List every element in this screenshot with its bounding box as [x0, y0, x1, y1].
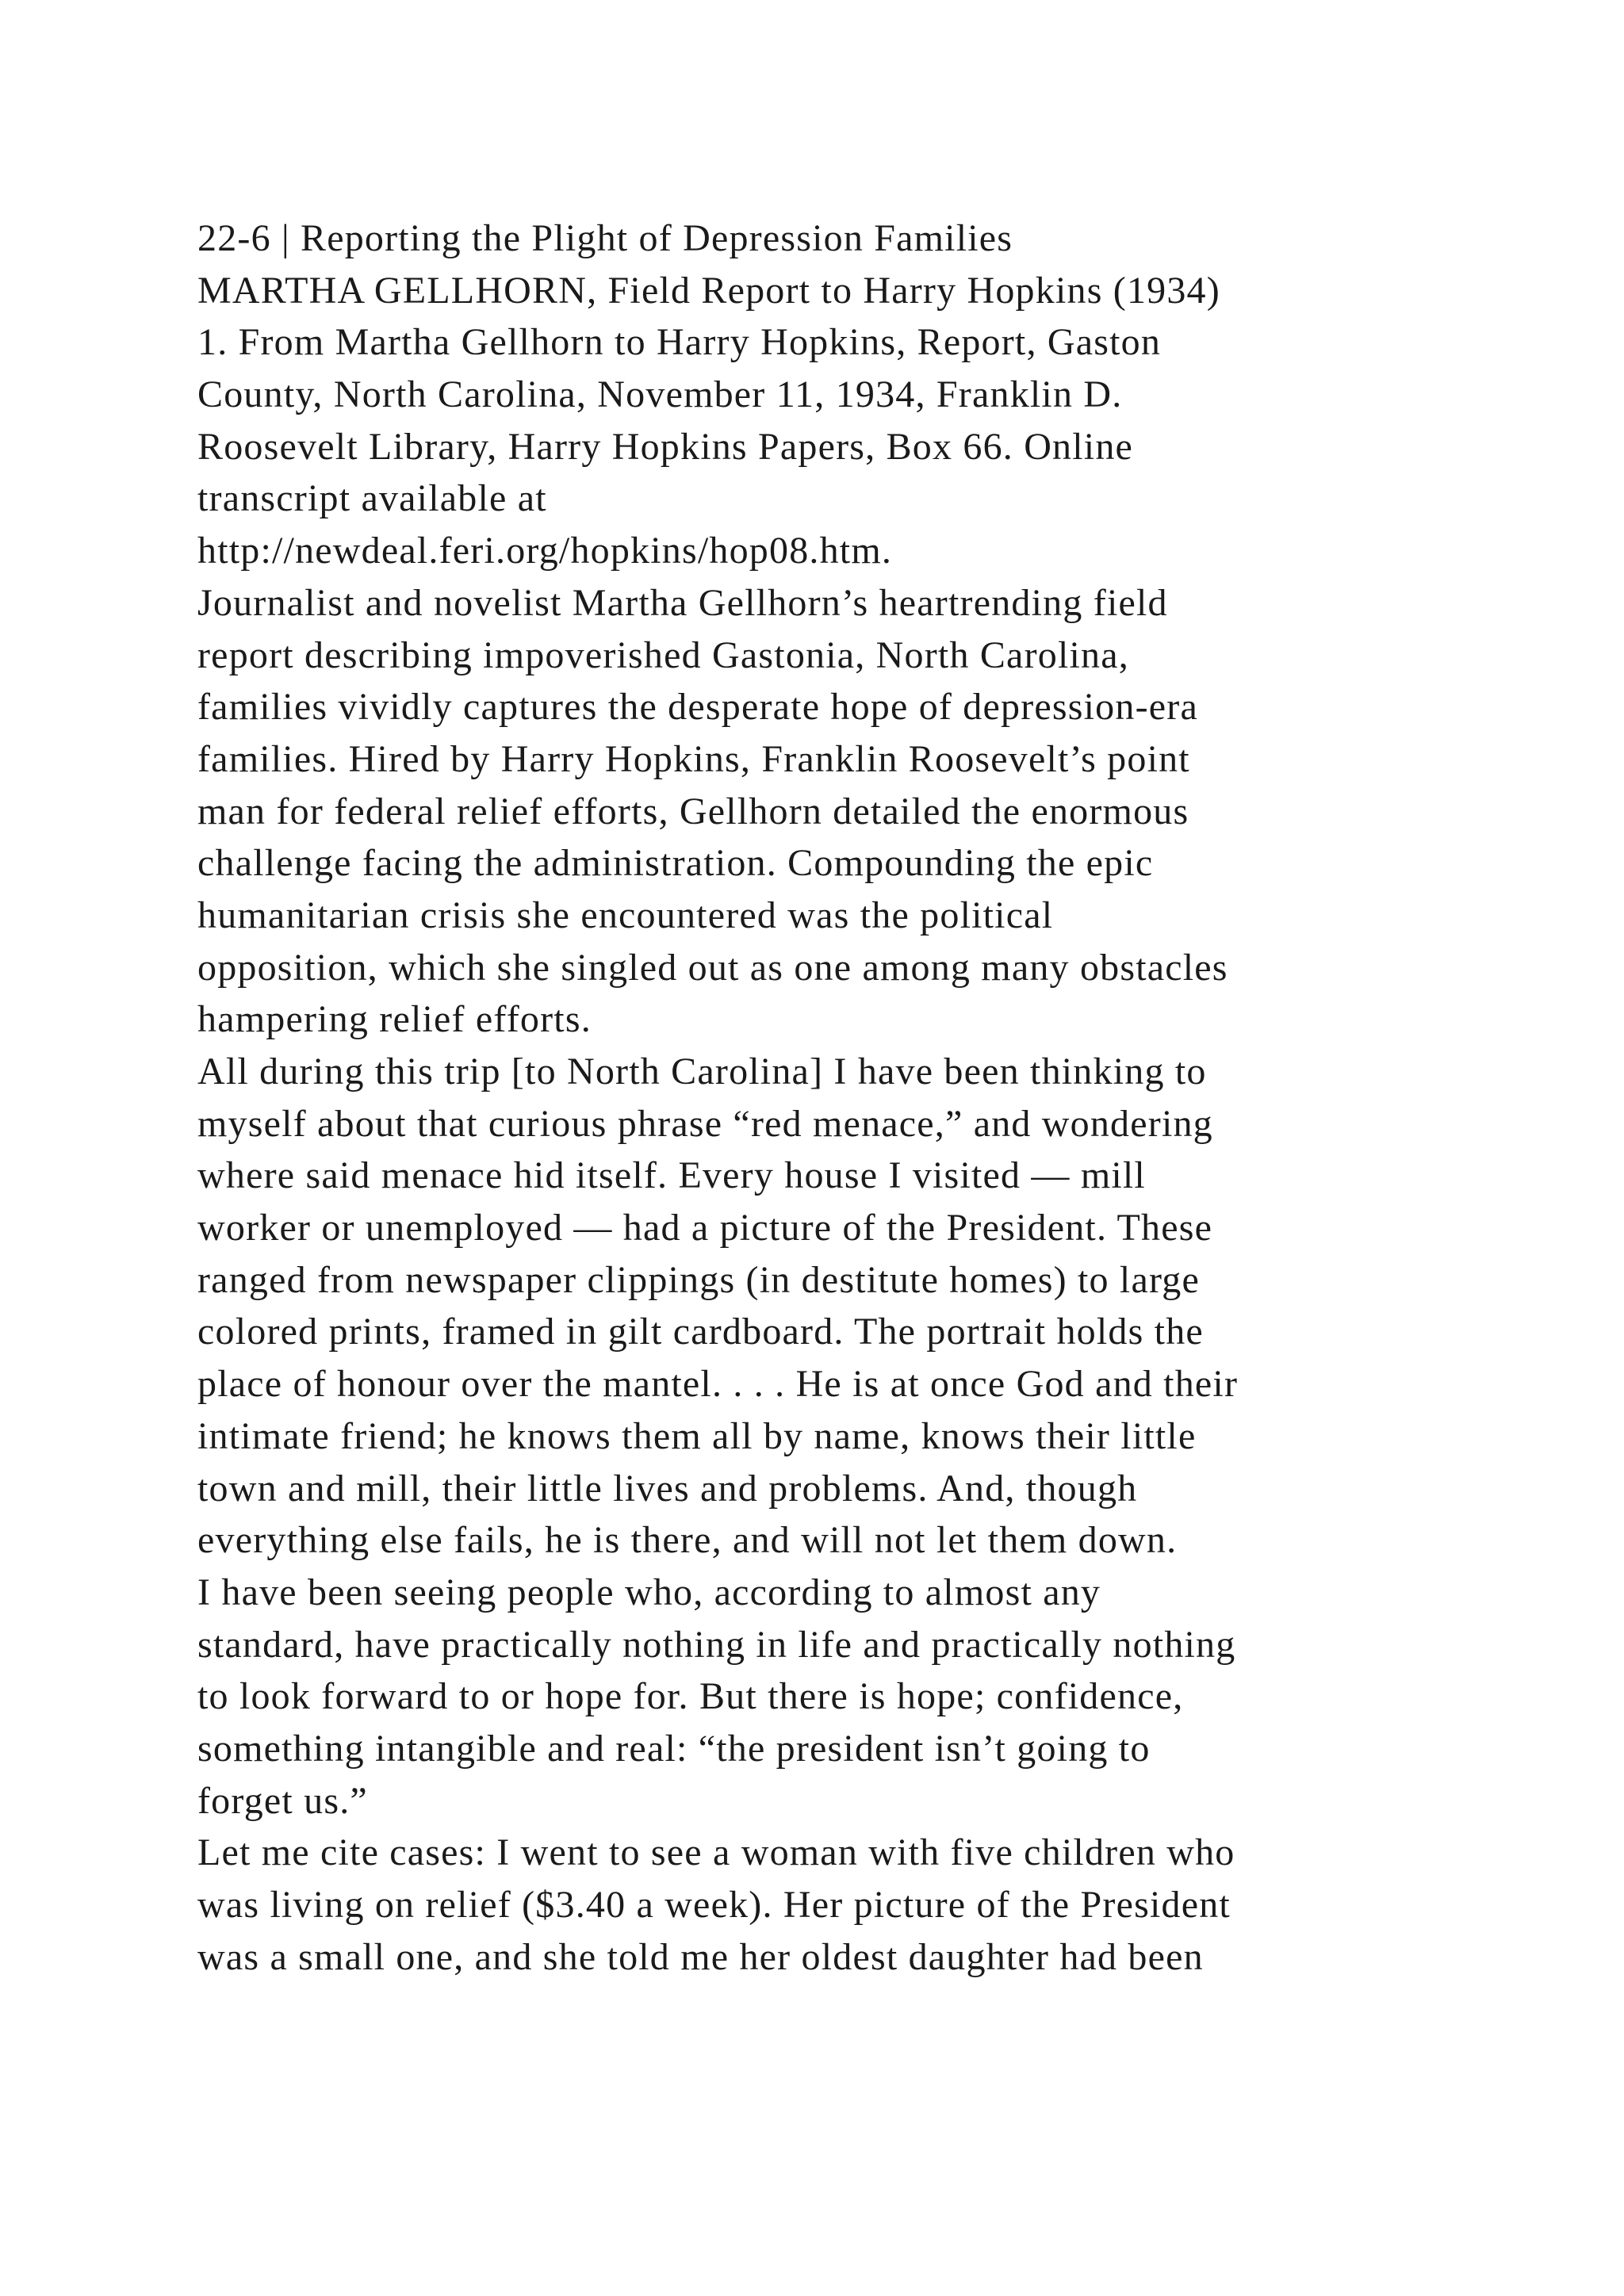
body-line: everything else fails, he is there, and will not let them down. — [197, 1519, 1178, 1562]
document-body — [197, 212, 1561, 1983]
body-line: All during this trip [to North Carolina] I have been thinking to — [197, 1050, 1207, 1093]
body-line: place of honour over the mantel. . . . He is at once God and their — [197, 1363, 1239, 1406]
intro-line: families. Hired by Harry Hopkins, Franklin Roosevelt’s point — [197, 737, 1190, 780]
body-line: town and mill, their little lives and problems. And, though — [197, 1467, 1138, 1510]
intro-line: humanitarian crisis she encountered was the political — [197, 894, 1054, 936]
body-line: was a small one, and she told me her oldest daughter had been — [197, 1935, 1204, 1978]
body-line: where said menace hid itself. Every house I visited — mill — [197, 1154, 1146, 1197]
citation-line: transcript available at — [197, 477, 547, 520]
body-line: to look forward to or hope for. But there is hope; confidence, — [197, 1675, 1184, 1718]
body-line: standard, have practically nothing in life and practically nothing — [197, 1623, 1236, 1666]
intro-line: families vividly captures the desperate hope of depression-era — [197, 686, 1198, 729]
document-heading: 22-6 | Reporting the Plight of Depression Families — [197, 217, 1013, 259]
body-line: colored prints, framed in gilt cardboard. The portrait holds the — [197, 1311, 1204, 1353]
body-line: myself about that curious phrase “red menace,” and wondering — [197, 1102, 1213, 1145]
body-line: Let me cite cases: I went to see a woman with five children who — [197, 1831, 1235, 1874]
intro-line: challenge facing the administration. Compounding the epic — [197, 842, 1154, 885]
body-line: intimate friend; he knows them all by name, knows their little — [197, 1414, 1197, 1457]
intro-line: man for federal relief efforts, Gellhorn detailed the enormous — [197, 790, 1189, 832]
citation-line: Roosevelt Library, Harry Hopkins Papers, Box 66. Online — [197, 425, 1134, 468]
citation-line: 1. From Martha Gellhorn to Harry Hopkins, Report, Gaston — [197, 321, 1162, 364]
body-line: forget us.” — [197, 1779, 368, 1822]
body-line: worker or unemployed — had a picture of the President. These — [197, 1207, 1213, 1249]
intro-line: Journalist and novelist Martha Gellhorn’s heartrending field — [197, 581, 1168, 624]
citation-url: http://newdeal.feri.org/hopkins/hop08.htm. — [197, 530, 893, 572]
intro-line: hampering relief efforts. — [197, 998, 592, 1041]
body-line: something intangible and real: “the president isn’t going to — [197, 1727, 1151, 1770]
intro-line: opposition, which she singled out as one among many obstacles — [197, 946, 1228, 989]
citation-line: County, North Carolina, November 11, 1934, Franklin D. — [197, 373, 1123, 416]
body-line: I have been seeing people who, according to almost any — [197, 1571, 1101, 1613]
document-subheading: MARTHA GELLHORN, Field Report to Harry Hopkins (1934) — [197, 269, 1220, 312]
intro-line: report describing impoverished Gastonia, North Carolina, — [197, 633, 1129, 676]
body-line: ranged from newspaper clippings (in destitute homes) to large — [197, 1258, 1200, 1301]
body-line: was living on relief ($3.40 a week). Her picture of the President — [197, 1884, 1231, 1926]
